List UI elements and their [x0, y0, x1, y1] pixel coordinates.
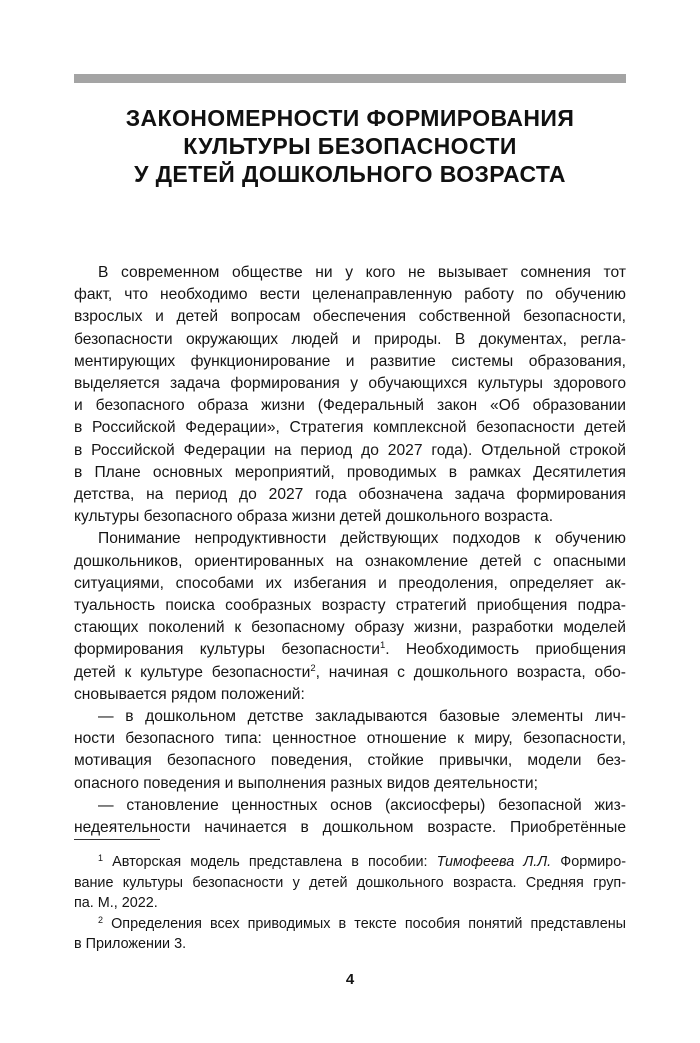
text-fragment: формирования культуры безопасности — [74, 641, 380, 659]
footnote-line: в Приложении 3. — [74, 936, 187, 953]
text-fragment: . Необходимость приобщения — [385, 641, 626, 659]
text-line: стающих поколений к безопасному образу жизни, разработки моделей — [74, 619, 626, 637]
top-decorative-rule — [74, 74, 626, 83]
text-line: В современном обществе ни у кого не вызывает сомнения тот — [98, 264, 626, 281]
text-line: выделяется задача формирования у обучающихся культуры здорового — [74, 375, 626, 393]
title-line: У ДЕТЕЙ ДОШКОЛЬНОГО ВОЗРАСТА — [134, 161, 566, 187]
footnote-2 — [74, 914, 626, 935]
text-line: недеятельности начинается в дошкольном возрасте. Приобретённые — [74, 819, 626, 837]
text-line: взрослых и детей вопросам обеспечения собственной безопасности, — [74, 308, 626, 326]
text-fragment: , начиная с дошкольного возраста, обо- — [315, 663, 626, 681]
footnote-number: 2 — [98, 914, 104, 925]
footnote-line: вание культуры безопасности у детей дошкольного возраста. Средняя груп- — [74, 874, 626, 891]
body-text — [74, 262, 626, 839]
page-number: 4 — [345, 971, 355, 988]
text-line: Понимание непродуктивности действующих подходов к обучению — [98, 530, 626, 548]
text-line: детства, на период до 2027 года обозначена задача формирования — [74, 486, 626, 504]
text-line: в Плане основных мероприятий, проводимых в рамках Десятилетия — [74, 463, 626, 481]
text-line: ности безопасного типа: ценностное отношение к миру, безопасности, — [74, 730, 626, 748]
text-line: опасного поведения и выполнения разных видов деятельности; — [74, 774, 538, 792]
text-line: и безопасного образа жизни (Федеральный закон «Об образовании — [74, 397, 626, 415]
text-line: мотивация безопасного поведения, стойкие привычки, модели без- — [74, 752, 626, 770]
text-line: безопасности окружающих людей и природы. В документах, регла- — [74, 330, 626, 348]
text-line: туальность поиска сообразных возрасту стратегий приобщения подра- — [74, 597, 626, 615]
text-fragment: Формиро- — [551, 854, 626, 870]
footnote-1 — [74, 852, 626, 873]
text-line — [74, 639, 626, 661]
footnote-number: 1 — [98, 853, 104, 863]
footnotes — [74, 852, 626, 955]
text-fragment: Авторская модель представлена в пособии: — [103, 854, 437, 870]
text-line: в Российской Федерации», Стратегия комплексной безопасности детей — [74, 419, 626, 437]
footnote-separator — [74, 839, 160, 840]
text-line: культуры безопасного образа жизни детей дошкольного возраста. — [74, 508, 554, 526]
text-line: в Российской Федерации на период до 2027 года). Отдельной строкой — [74, 441, 626, 459]
footnote-line: па. М., 2022. — [74, 895, 158, 912]
title-line: КУЛЬТУРЫ БЕЗОПАСНОСТИ — [183, 133, 517, 159]
footnote-ref-1[interactable]: 1 — [379, 640, 386, 652]
footnote-ref-2[interactable]: 2 — [310, 662, 316, 674]
text-line: дошкольников, ориентированных на ознакомление детей с опасными — [74, 552, 626, 570]
text-line — [74, 662, 626, 684]
chapter-title — [60, 104, 640, 188]
author-name: Тимофеева Л.Л. — [436, 854, 552, 870]
text-line: факт, что необходимо вести целенаправленную работу по обучению — [74, 286, 626, 304]
text-line: — в дошкольном детстве закладываются базовые элементы лич- — [98, 708, 626, 726]
text-line: сновывается рядом положений: — [74, 685, 305, 703]
title-line: ЗАКОНОМЕРНОСТИ ФОРМИРОВАНИЯ — [125, 105, 575, 131]
text-fragment: детей к культуре безопасности — [74, 663, 311, 681]
text-line: — становление ценностных основ (аксиосферы) безопасной жиз- — [98, 796, 626, 814]
text-line: ментирующих функционирование и развитие системы образования, — [74, 352, 626, 370]
text-line: ситуациями, способами их избегания и преодоления, определяет ак- — [74, 574, 626, 592]
text-fragment: Определения всех приводимых в тексте пособия понятий представлены — [103, 915, 626, 932]
